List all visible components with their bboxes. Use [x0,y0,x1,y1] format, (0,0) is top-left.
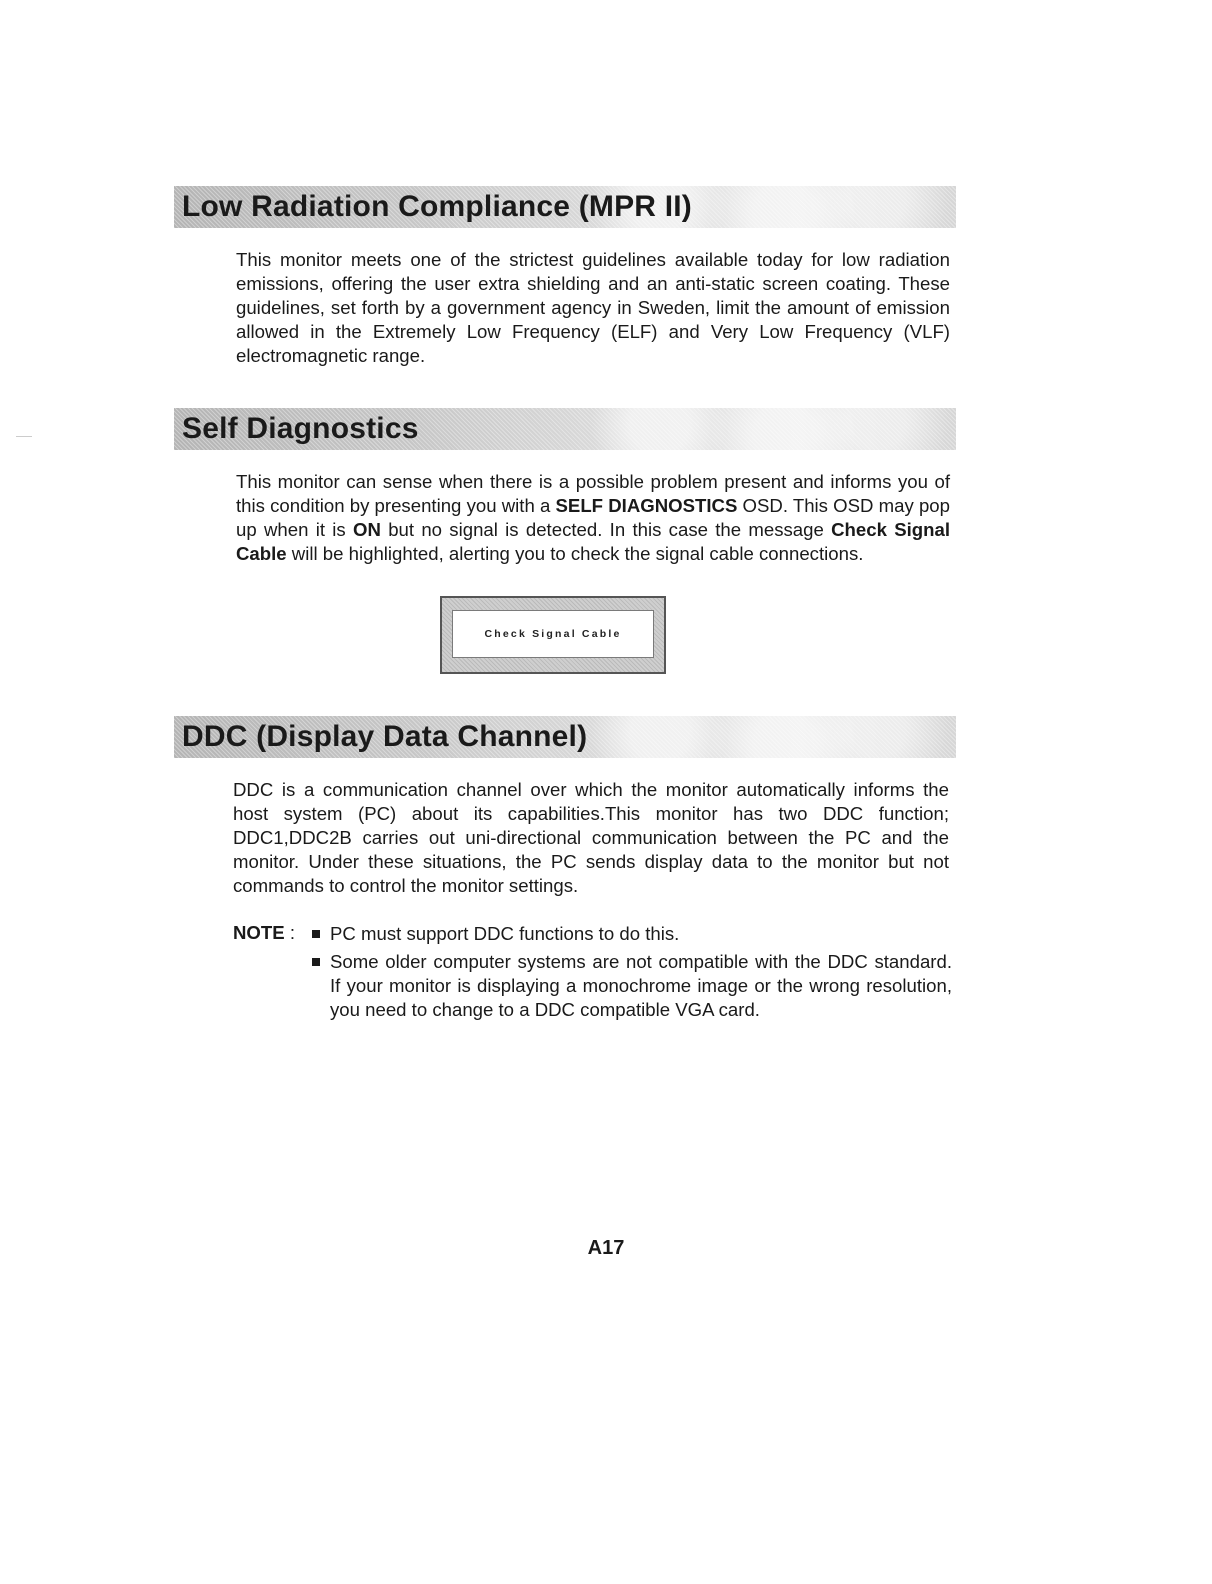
self-diagnostics-paragraph [236,470,950,566]
section-title: Self Diagnostics [182,412,419,445]
section-header-low-radiation [174,186,956,228]
note-list [312,922,952,1026]
note-label [233,922,295,944]
osd-message-illustration [440,596,666,674]
text-run: OSD. This OSD may pop up when it is [236,495,950,540]
text-run: will be highlighted, alerting you to check the signal cable connections. [286,543,864,564]
emphasis-on: ON [353,519,381,540]
bullet-square-icon [312,958,320,966]
note-label-text: NOTE [233,922,285,943]
section-header-self-diagnostics [174,408,956,450]
osd-message-text: Check Signal Cable [484,628,622,640]
margin-mark [16,436,32,437]
page-number: A17 [587,1237,625,1259]
note-item [312,950,952,1022]
note-separator: : [284,922,295,943]
osd-message-panel [452,610,654,658]
emphasis-self-diagnostics: SELF DIAGNOSTICS [555,495,738,516]
note-item-text: Some older computer systems are not compatible with the DDC standard. If your monitor is displaying a monochrome image or the wrong resolution, you need to change to a DDC compatible VGA card. [330,951,952,1020]
emphasis-check-signal-cable: Check Signal Cable [236,519,950,564]
note-item-text: PC must support DDC functions to do this. [330,923,680,944]
bullet-square-icon [312,930,320,938]
text-run: This monitor can sense when there is a possible problem present and informs you of this condition by presenting you with a [236,471,950,516]
section-title: DDC (Display Data Channel) [182,720,588,753]
ddc-paragraph: DDC is a communication channel over which the monitor automatically informs the host system (PC) about its capabilities.This monitor has two DDC function; DDC1,DDC2B carries out uni-directional communication between the PC and the monitor. Under these situations, the PC sends display data to the monitor but not commands to control the monitor settings. [233,779,949,896]
section-title: Low Radiation Compliance (MPR II) [182,190,692,223]
text-run: but no signal is detected. In this case the message [380,519,832,540]
note-item [312,922,952,946]
section-header-ddc [174,716,956,758]
low-radiation-paragraph: This monitor meets one of the strictest guidelines available today for low radiation emissions, offering the user extra shielding and an anti-static screen coating. These guidelines, set forth by a government agency in Sweden, limit the amount of emission allowed in the Extremely Low Frequency (ELF) and Very Low Frequency (VLF) electromagnetic range. [236,249,950,366]
